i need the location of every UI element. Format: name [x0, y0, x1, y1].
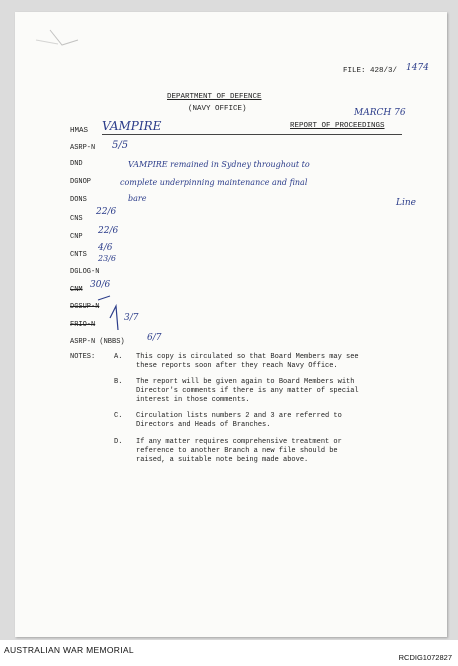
note-line: Directors and Heads of Branches.: [136, 421, 271, 429]
routing-initial: 22/6: [96, 207, 117, 217]
routing-initial: 3/7: [124, 313, 139, 323]
note-letter: C.: [114, 412, 123, 420]
pen-stroke: [50, 30, 78, 45]
routing-initial: 6/7: [147, 333, 162, 343]
note-line: interest in those comments.: [136, 396, 250, 404]
department-subtitle: (NAVY OFFICE): [188, 105, 247, 113]
note-letter: D.: [114, 438, 123, 446]
report-title: REPORT OF PROCEEDINGS: [290, 122, 385, 130]
routing-label: ASRP-N (NBBS): [70, 338, 125, 346]
routing-initial: 22/6: [98, 226, 119, 236]
footer-institution: AUSTRALIAN WAR MEMORIAL: [4, 645, 134, 655]
note-line: these reports soon after they reach Navy Office.: [136, 362, 338, 370]
ship-name-handwritten: VAMPIRE: [102, 119, 162, 133]
routing-label: DONS: [70, 196, 87, 204]
handwritten-initials: Line: [396, 198, 416, 208]
routing-label: DGNOP: [70, 178, 92, 186]
handwritten-remark-line: complete underpinning maintenance and final: [120, 178, 308, 187]
routing-label: ASRP-N: [70, 144, 96, 152]
routing-label: DND: [70, 160, 83, 168]
routing-label: DGLOG-N: [70, 268, 100, 276]
notes-label: NOTES:: [70, 353, 96, 361]
note-letter: B.: [114, 378, 123, 386]
routing-initial: 30/6: [90, 280, 111, 290]
note-line: If any matter requires comprehensive treatment or: [136, 438, 342, 446]
file-reference: FILE: 428/3/: [343, 67, 398, 75]
note-line: raised, a suitable note being made above.: [136, 456, 309, 464]
department-title: DEPARTMENT OF DEFENCE: [167, 93, 262, 101]
note-letter: A.: [114, 353, 123, 361]
ship-prefix: HMAS: [70, 127, 89, 135]
pen-stroke: [110, 306, 118, 330]
routing-label: CNP: [70, 233, 83, 241]
note-line: Circulation lists numbers 2 and 3 are referred to: [136, 412, 342, 420]
note-line: reference to another Branch a new file should be: [136, 447, 338, 455]
note-line: Director's comments if there is any matter of special: [136, 387, 359, 395]
routing-initial-extra: 23/6: [98, 254, 116, 263]
routing-initial: 4/6: [98, 243, 113, 253]
note-line: This copy is circulated so that Board Members may see: [136, 353, 359, 361]
pen-stroke: [98, 296, 110, 300]
handwritten-remark-line: bare: [128, 194, 147, 203]
routing-label: CNTS: [70, 251, 87, 259]
footer-record-id: RCDIG1072827: [398, 653, 452, 662]
routing-label: FRIO-N: [70, 321, 96, 329]
routing-label: CNM: [70, 286, 83, 294]
pen-stroke: [36, 40, 58, 44]
routing-initial: 5/5: [112, 140, 129, 151]
handwritten-remark-line: VAMPIRE remained in Sydney throughout to: [128, 160, 310, 169]
report-date-handwritten: MARCH 76: [354, 108, 406, 118]
file-reference-handwritten: 1474: [406, 63, 429, 73]
routing-label: CNS: [70, 215, 83, 223]
routing-label: DGSUP-N: [70, 303, 100, 311]
note-line: The report will be given again to Board Members with: [136, 378, 355, 386]
